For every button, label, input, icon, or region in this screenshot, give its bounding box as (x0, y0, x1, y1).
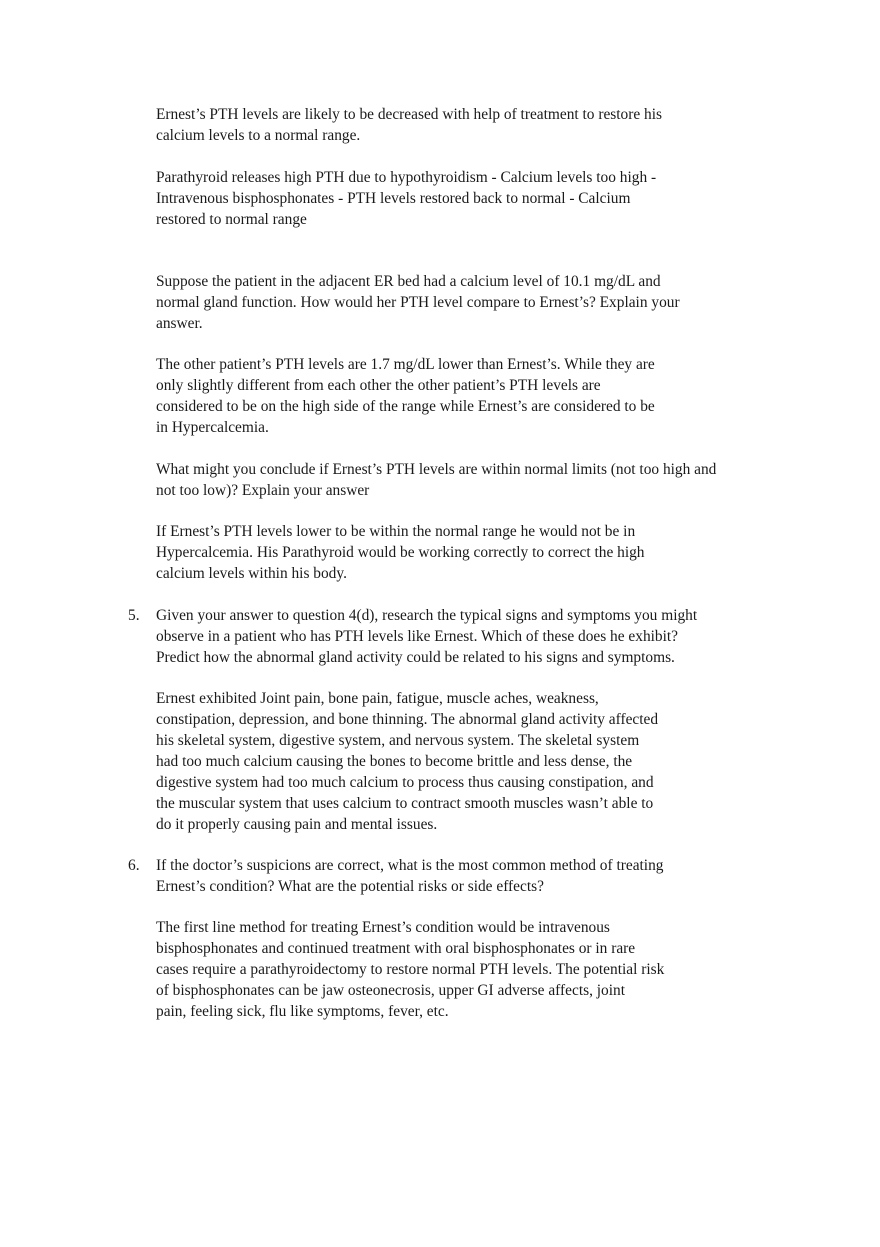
question-6-number: 6. (128, 857, 140, 874)
question-adjacent-patient: Suppose the patient in the adjacent ER bed had a calcium level of 10.1 mg/dL and normal gland function. How would her PTH level compare to Ernest’s? Explain your answer. (156, 273, 680, 332)
answer-6: The first line method for treating Ernest’s condition would be intravenous bisphosphonates and continued treatment with oral bisphosphonates or in rare cases require a parathyroidectomy to restore normal PTH levels. The potential risk of bisphosphonates can be jaw osteonecrosis, upper GI adverse affects, joint pain, feeling sick, flu like symptoms, fever, etc. (156, 919, 665, 1020)
question-5-number: 5. (128, 607, 140, 624)
question-normal-limits: What might you conclude if Ernest’s PTH levels are within normal limits (not too high and not too low)? Explain your answer (156, 461, 717, 499)
answer-5: Ernest exhibited Joint pain, bone pain, fatigue, muscle aches, weakness, constipation, depression, and bone thinning. The abnormal gland activity affected his skeletal system, digestive system, and nervous system. The skeletal system had too much calcium causing the bones to become brittle and less dense, the digestive system had too much calcium to process thus causing constipation, and the muscular system that uses calcium to contract smooth muscles wasn’t able to do it properly causing pain and mental issues. (156, 690, 659, 833)
answer-normal-limits: If Ernest’s PTH levels lower to be within the normal range he would not be in Hypercalcemia. His Parathyroid would be working correctly to correct the high calcium levels within his body. (156, 523, 645, 582)
question-5: Given your answer to question 4(d), research the typical signs and symptoms you might observe in a patient who has PTH levels like Ernest. Which of these does he exhibit? Predict how the abnormal gland activity could be related to his signs and symptoms. (156, 607, 698, 666)
answer-pathway: Parathyroid releases high PTH due to hypothyroidism - Calcium levels too high - Intravenous bisphosphonates - PTH levels restored back to normal - Calcium restored to normal range (156, 169, 657, 228)
answer-ptH-decrease: Ernest’s PTH levels are likely to be decreased with help of treatment to restore his calcium levels to a normal range. (156, 106, 663, 144)
answer-adjacent-patient: The other patient’s PTH levels are 1.7 mg/dL lower than Ernest’s. While they are only slightly different from each other the other patient’s PTH levels are considered to be on the high side of the range while Ernest’s are considered to be in Hypercalcemia. (156, 356, 655, 436)
question-6: If the doctor’s suspicions are correct, what is the most common method of treating Ernest’s condition? What are the potential risks or side effects? (156, 857, 664, 895)
